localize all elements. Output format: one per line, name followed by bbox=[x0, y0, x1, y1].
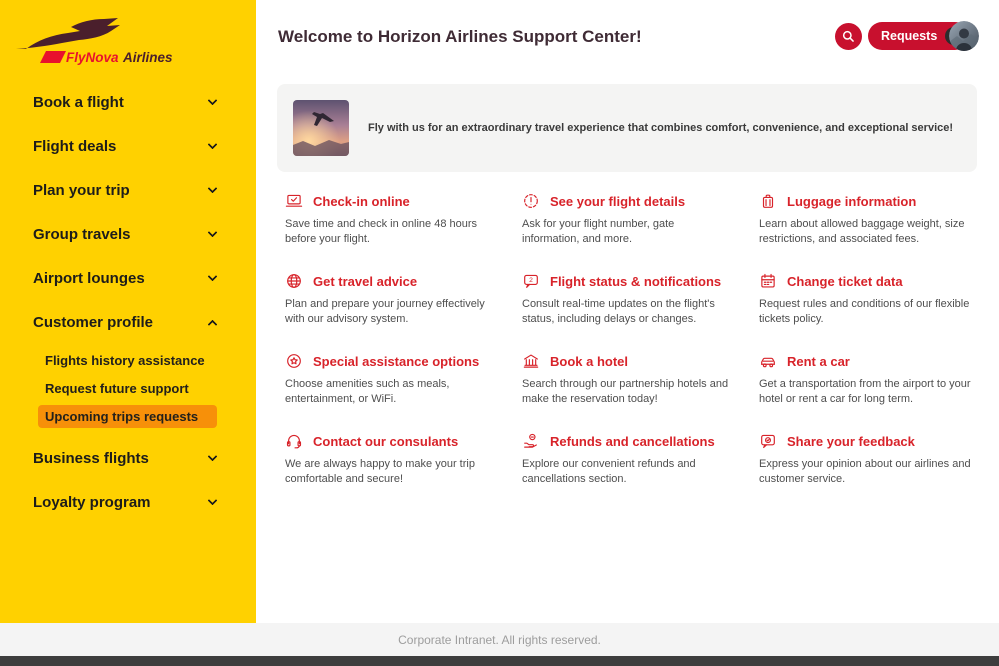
notification-bubble-icon bbox=[522, 272, 540, 290]
chevron-down-icon bbox=[208, 139, 218, 149]
sidebar-item-label: Flight deals bbox=[33, 137, 117, 155]
card-description: Request rules and conditions of our flexible tickets policy. bbox=[759, 298, 970, 325]
sidebar-subitem-label: Request future support bbox=[45, 380, 189, 396]
chevron-down-icon bbox=[208, 183, 218, 193]
laptop-check-icon bbox=[285, 192, 303, 210]
sidebar-subitem-request-future-support[interactable] bbox=[38, 374, 217, 402]
banner-text: Fly with us for an extraordinary travel experience that combines comfort, convenience, and exceptional service! bbox=[368, 122, 954, 134]
footer-text: Corporate Intranet. All rights reserved. bbox=[398, 632, 601, 647]
sidebar-item-label: Book a flight bbox=[33, 93, 124, 111]
card-title[interactable]: Get travel advice bbox=[313, 273, 418, 289]
support-card-luggage-information[interactable] bbox=[759, 191, 996, 271]
user-avatar-photo bbox=[949, 21, 979, 51]
card-title[interactable]: Check-in online bbox=[313, 193, 410, 209]
card-description: Choose amenities such as meals, entertainment, or WiFi. bbox=[285, 378, 450, 405]
support-card-rent-a-car[interactable] bbox=[759, 351, 996, 431]
card-description: Ask for your flight number, gate information, and more. bbox=[522, 218, 675, 245]
promo-banner bbox=[277, 84, 977, 172]
calendar-icon bbox=[759, 272, 777, 290]
card-description: Search through our partnership hotels and make the reservation today! bbox=[522, 378, 729, 405]
card-description: Get a transportation from the airport to your hotel or rent a car for long term. bbox=[759, 378, 971, 405]
sidebar-item-label: Group travels bbox=[33, 225, 131, 243]
sidebar-subitem-flights-history-assistance[interactable] bbox=[38, 346, 217, 374]
card-description: Express your opinion about our airlines and customer service. bbox=[759, 458, 971, 485]
coin-hand-icon bbox=[522, 432, 540, 450]
footer-dark-strip bbox=[0, 656, 999, 666]
card-description: Save time and check in online 48 hours before your flight. bbox=[285, 218, 478, 245]
sidebar-item-book-a-flight[interactable] bbox=[0, 80, 256, 124]
card-description: Consult real-time updates on the flight's status, including delays or changes. bbox=[522, 298, 715, 325]
sidebar-subitem-upcoming-trips-requests[interactable] bbox=[38, 405, 217, 428]
card-title[interactable]: Change ticket data bbox=[787, 273, 903, 289]
sidebar-item-label: Business flights bbox=[33, 449, 149, 467]
sidebar-item-loyalty-program[interactable] bbox=[0, 480, 256, 524]
support-card-special-assistance-options[interactable] bbox=[285, 351, 522, 431]
card-title[interactable]: Refunds and cancellations bbox=[550, 433, 715, 449]
sidebar-item-plan-your-trip[interactable] bbox=[0, 168, 256, 212]
svg-text:2: 2 bbox=[529, 277, 533, 285]
support-card-refunds-and-cancellations[interactable] bbox=[522, 431, 759, 511]
car-icon bbox=[759, 352, 777, 370]
bird-mark-icon bbox=[16, 18, 120, 49]
support-card-see-your-flight-details[interactable] bbox=[522, 191, 759, 271]
globe-icon bbox=[285, 272, 303, 290]
suitcase-icon bbox=[759, 192, 777, 210]
info-circle-icon bbox=[522, 192, 540, 210]
chevron-down-icon bbox=[208, 495, 218, 505]
red-wing-icon bbox=[40, 51, 66, 63]
chevron-up-icon bbox=[208, 319, 218, 329]
card-title[interactable]: Book a hotel bbox=[550, 353, 629, 369]
card-title[interactable]: Special assistance options bbox=[313, 353, 480, 369]
support-card-check-in-online[interactable] bbox=[285, 191, 522, 271]
user-avatar[interactable] bbox=[949, 21, 979, 51]
support-card-share-your-feedback[interactable] bbox=[759, 431, 996, 511]
sidebar-item-label: Airport lounges bbox=[33, 269, 145, 287]
magnifier-icon bbox=[841, 29, 856, 44]
sidebar-item-flight-deals[interactable] bbox=[0, 124, 256, 168]
support-card-change-ticket-data[interactable] bbox=[759, 271, 996, 351]
sidebar-item-label: Loyalty program bbox=[33, 493, 151, 511]
sidebar bbox=[0, 0, 256, 623]
support-card-book-a-hotel[interactable] bbox=[522, 351, 759, 431]
sidebar-item-group-travels[interactable] bbox=[0, 212, 256, 256]
sidebar-item-customer-profile[interactable] bbox=[0, 300, 256, 344]
brand-secondary: Airlines bbox=[123, 50, 173, 65]
chevron-down-icon bbox=[208, 95, 218, 105]
footer bbox=[0, 623, 999, 656]
sidebar-item-business-flights[interactable] bbox=[0, 436, 256, 480]
card-description: Plan and prepare your journey effectively with our advisory system. bbox=[285, 298, 485, 325]
feedback-bubble-icon bbox=[759, 432, 777, 450]
support-card-get-travel-advice[interactable] bbox=[285, 271, 522, 351]
card-title[interactable]: Rent a car bbox=[787, 353, 850, 369]
requests-button-label: Requests bbox=[881, 29, 938, 43]
chevron-down-icon bbox=[208, 271, 218, 281]
support-card-contact-our-consulants[interactable] bbox=[285, 431, 522, 511]
brand-primary: FlyNova bbox=[66, 50, 119, 65]
card-title[interactable]: Luggage information bbox=[787, 193, 917, 209]
sidebar-item-label: Plan your trip bbox=[33, 181, 130, 199]
sidebar-subitem-label: Flights history assistance bbox=[45, 352, 205, 368]
search-button[interactable] bbox=[835, 23, 862, 50]
sidebar-subitem-label: Upcoming trips requests bbox=[45, 409, 199, 424]
airplane-sunset-photo bbox=[293, 100, 349, 156]
support-card-flight-status-notifications[interactable] bbox=[522, 271, 759, 351]
page-title: Welcome to Horizon Airlines Support Center! bbox=[278, 27, 642, 46]
flynova-logo bbox=[16, 12, 206, 70]
chevron-down-icon bbox=[208, 451, 218, 461]
sidebar-item-airport-lounges[interactable] bbox=[0, 256, 256, 300]
card-title[interactable]: Share your feedback bbox=[787, 433, 915, 449]
sidebar-nav bbox=[0, 80, 256, 524]
card-title[interactable]: Contact our consulants bbox=[313, 433, 459, 449]
card-title[interactable]: See your flight details bbox=[550, 193, 686, 209]
star-badge-icon bbox=[285, 352, 303, 370]
card-description: Learn about allowed baggage weight, size restrictions, and associated fees. bbox=[759, 218, 965, 245]
sidebar-submenu bbox=[0, 344, 256, 436]
support-cards-grid bbox=[285, 191, 990, 511]
sidebar-item-label: Customer profile bbox=[33, 313, 154, 331]
card-title[interactable]: Flight status & notifications bbox=[550, 273, 722, 289]
headset-icon bbox=[285, 432, 303, 450]
building-columns-icon bbox=[522, 352, 540, 370]
card-description: We are always happy to make your trip comfortable and secure! bbox=[285, 458, 475, 485]
card-description: Explore our convenient refunds and cancellations section. bbox=[522, 458, 696, 485]
chevron-down-icon bbox=[208, 227, 218, 237]
